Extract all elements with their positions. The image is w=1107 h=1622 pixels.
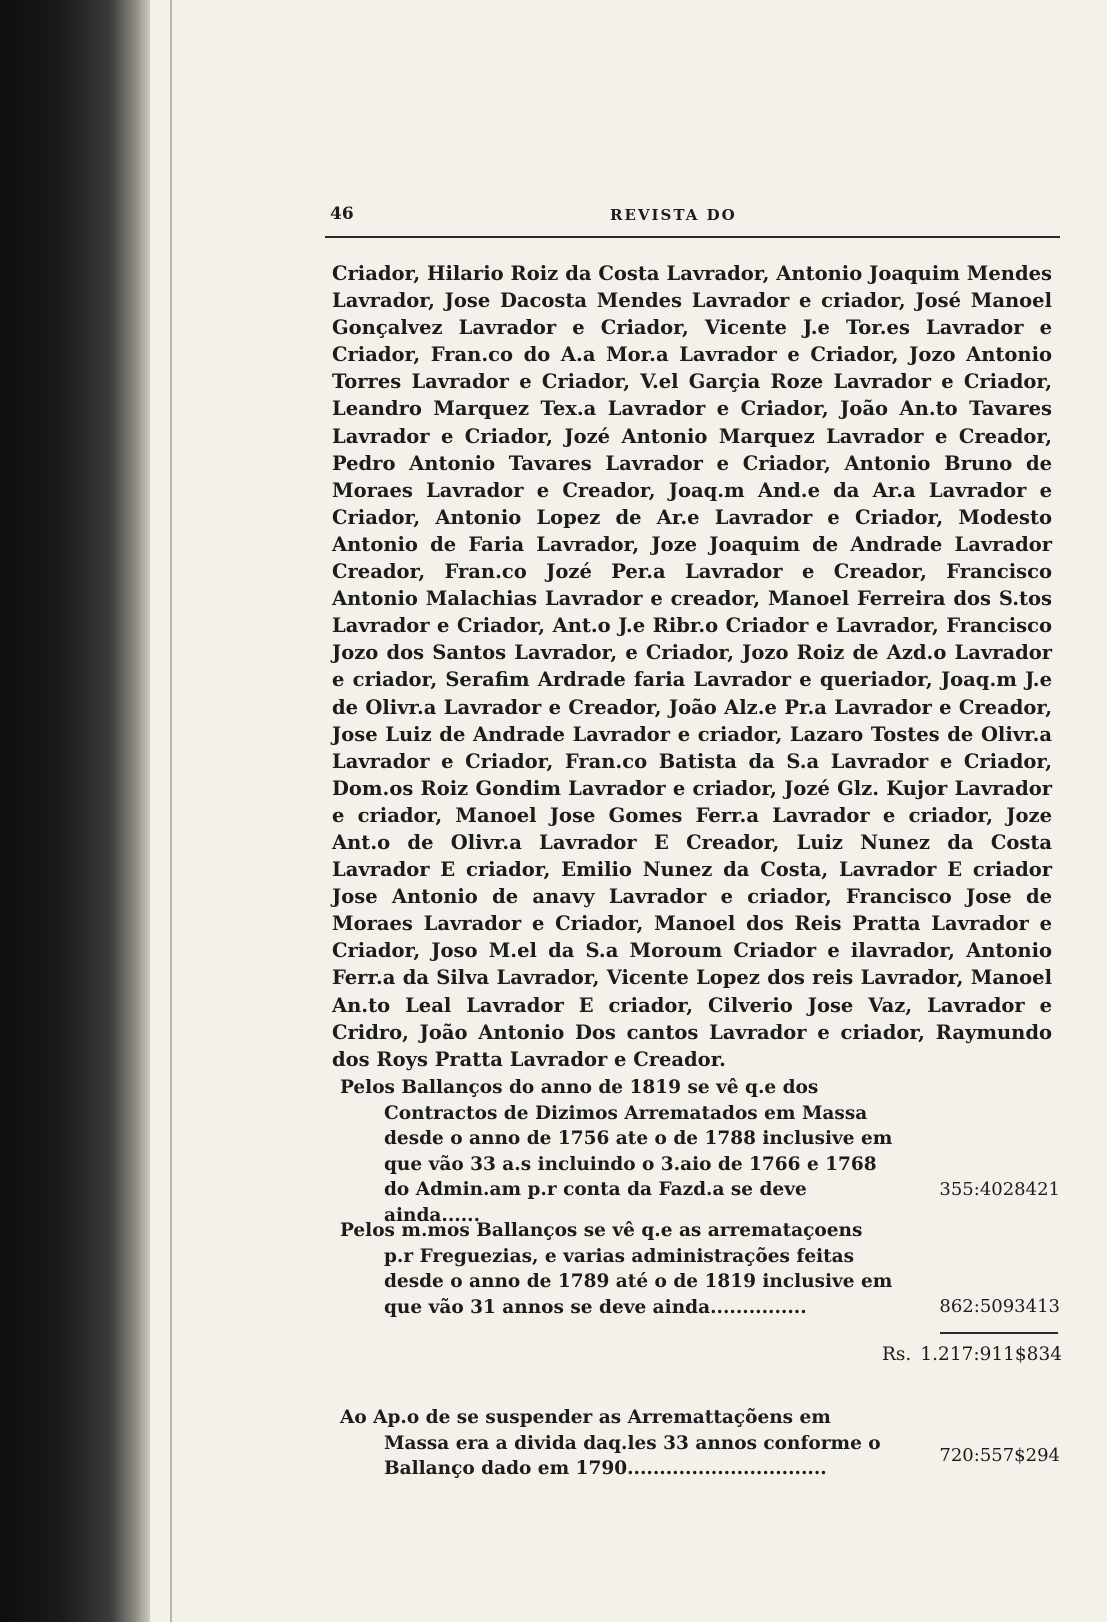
entry-amount: 720:557$294	[939, 1445, 1060, 1466]
entry-description: Ao Ap.o de se suspender as Arremattaçõens em Massa era a divida daq.les 33 annos conforme o Ballanço dado em 1790...............................	[340, 1407, 881, 1479]
header-rule	[325, 236, 1060, 241]
total-value: 1.217:911$834	[920, 1344, 1062, 1365]
entry-amount: 355:4028421	[939, 1179, 1060, 1200]
entry-amount: 862:5093413	[939, 1296, 1060, 1317]
page-number: 46	[330, 204, 354, 224]
page-header	[330, 204, 1050, 232]
sum-rule	[940, 1332, 1058, 1334]
page-edge-line	[170, 0, 172, 1622]
body-paragraph: Criador, Hilario Roiz da Costa Lavrador, Antonio Joaquim Mendes Lavrador, Jose Dacosta Mendes Lavrador e criador, José Manoel Gonçalvez Lavrador e Criador, Vicente J.e Tor.es Lavrador e Criador, Fran.co do A.a Mor.a Lavrador e Criador, Jozo Antonio Torres Lavrador e Criador, V.el Garçia Roze Lavrador e Criador, Leandro Marquez Tex.a Lavrador e Criador, João An.to Tavares Lavrador e Criador, Jozé Antonio Marquez Lavrador e Creador, Pedro Antonio Tavares Lavrador e Criador, Antonio Bruno de Moraes Lavrador e Creador, Joaq.m And.e da Ar.a Lavrador e Criador, Antonio Lopez de Ar.e Lavrador e Criador, Modesto Antonio de Faria Lavrador, Joze Joaquim de Andrade Lavrador Creador, Fran.co Jozé Per.a Lavrador e Creador, Francisco Antonio Malachias Lavrador e creador, Manoel Ferreira dos S.tos Lavrador e Criador, Ant.o J.e Ribr.o Criador e Lavrador, Francisco Jozo dos Santos Lavrador, e Criador, Jozo Roiz de Azd.o Lavrador e criador, Serafim Ardrade faria Lavrador e queriador, Joaq.m J.e de Olivr.a Lavrador e Creador, João Alz.e Pr.a Lavrador e Creador, Jose Luiz de Andrade Lavrador e criador, Lazaro Tostes de Olivr.a Lavrador e Criador, Fran.co Batista da S.a Lavrador e Criador, Dom.os Roiz Gondim Lavrador e criador, Jozé Glz. Kujor Lavrador e criador, Manoel Jose Gomes Ferr.a Lavrador e criador, Joze Ant.o de Olivr.a Lavrador E Creador, Luiz Nunez da Costa Lavrador E criador, Emilio Nunez da Costa, Lavrador E criador Jose Antonio de anavy Lavrador e criador, Francisco Jose de Moraes Lavrador e Criador, Manoel dos Reis Pratta Lavrador e Criador, Joso M.el da S.a Moroum Criador e ilavrador, Antonio Ferr.a da Silva Lavrador, Vicente Lopez dos reis Lavrador, Manoel An.to Leal Lavrador E criador, Cilverio Jose Vaz, Lavrador e Cridro, João Antonio Dos cantos Lavrador e criador, Raymundo dos Roys Pratta Lavrador e Creador.	[332, 262, 1052, 1071]
entry-description: Pelos m.mos Ballanços se vê q.e as arremataçoens p.r Freguezias, e varias administrações feitas desde o anno de 1789 até o de 1819 inclusive em que vão 31 annos se deve ainda...............	[340, 1220, 893, 1318]
running-head: REVISTA DO	[610, 206, 737, 224]
book-binding-gutter	[0, 0, 150, 1622]
entry-description: Pelos Ballanços do anno de 1819 se vê q.e dos Contractos de Dizimos Arrematados em Massa desde o anno de 1756 ate o de 1788 inclusive em que vão 33 a.s incluindo o 3.aio de 1766 e 1768 do Admin.am p.r conta da Fazd.a se deve ainda......	[340, 1077, 893, 1226]
total-label: Rs.	[882, 1344, 912, 1365]
